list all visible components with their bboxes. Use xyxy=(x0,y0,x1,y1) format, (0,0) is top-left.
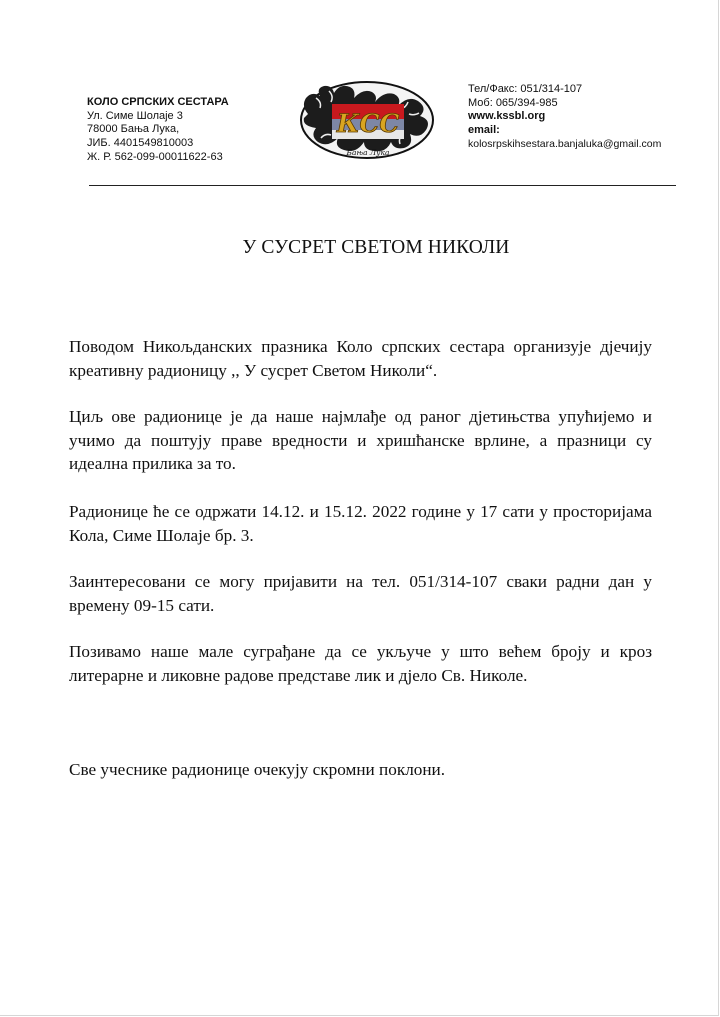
logo-caption: Бања Лука xyxy=(346,148,390,157)
letterhead-divider xyxy=(89,185,676,186)
paragraph-intro xyxy=(69,335,652,382)
email-label: email: xyxy=(468,124,500,137)
logo-monogram: КСС xyxy=(336,109,400,138)
phone-fax: Тел/Факс: 051/314-107 xyxy=(468,83,583,95)
contact-block xyxy=(468,83,661,152)
paragraph-text: Заинтересовани се могу пријавити на тел. 051/314-107 сваки радни дан у времену 09-15 сати. xyxy=(69,572,652,615)
paragraph-text: Позивамо наше мале суграђане да се укључе у што већем броју и кроз литерарне и ликовне радове представе лик и дјело Св. Николе. xyxy=(69,642,652,685)
email-link[interactable]: kolosrpskihsestara.banjaluka@gmail.com xyxy=(468,137,662,150)
organization-name: КОЛО СРПСКИХ СЕСТАРА xyxy=(87,96,229,108)
organization-logo xyxy=(296,78,438,162)
paragraph-text: Поводом Никољданских празника Коло српских сестара организује дјечију креативну радионицу ,, У сусрет Светом Николи“. xyxy=(69,337,652,380)
bank-account: Ж. Р. 562-099-00011622-63 xyxy=(87,150,223,163)
paragraph-schedule xyxy=(69,500,652,547)
tax-id: ЈИБ. 4401549810003 xyxy=(87,137,194,150)
paragraph-registration xyxy=(69,570,652,617)
organization-address-block xyxy=(87,96,229,165)
document-title: У СУСРЕТ СВЕТОМ НИКОЛИ xyxy=(242,237,510,258)
mobile-phone: Моб: 065/394-985 xyxy=(468,96,558,109)
paragraph-gifts xyxy=(69,758,652,782)
street-address: Ул. Симе Шолаје 3 xyxy=(87,109,183,122)
website-link[interactable]: www.kssbl.org xyxy=(468,110,546,123)
city-postcode: 78000 Бања Лука, xyxy=(87,123,180,136)
paragraph-text: Радионице ће се одржати 14.12. и 15.12. 2022 године у 17 сати у просторијама Кола, Симе Шолаје бр. 3. xyxy=(69,502,652,545)
paragraph-invitation xyxy=(69,640,652,687)
paragraph-text: Циљ ове радионице је да наше најмлађе од раног дјетињства упућијемо и учимо да поштују праве вредности и хришћанске врлине, а празници су идеална прилика за то. xyxy=(69,407,652,473)
paragraph-text: Све учеснике радионице очекују скромни поклони. xyxy=(69,760,446,779)
paragraph-goal xyxy=(69,405,652,476)
